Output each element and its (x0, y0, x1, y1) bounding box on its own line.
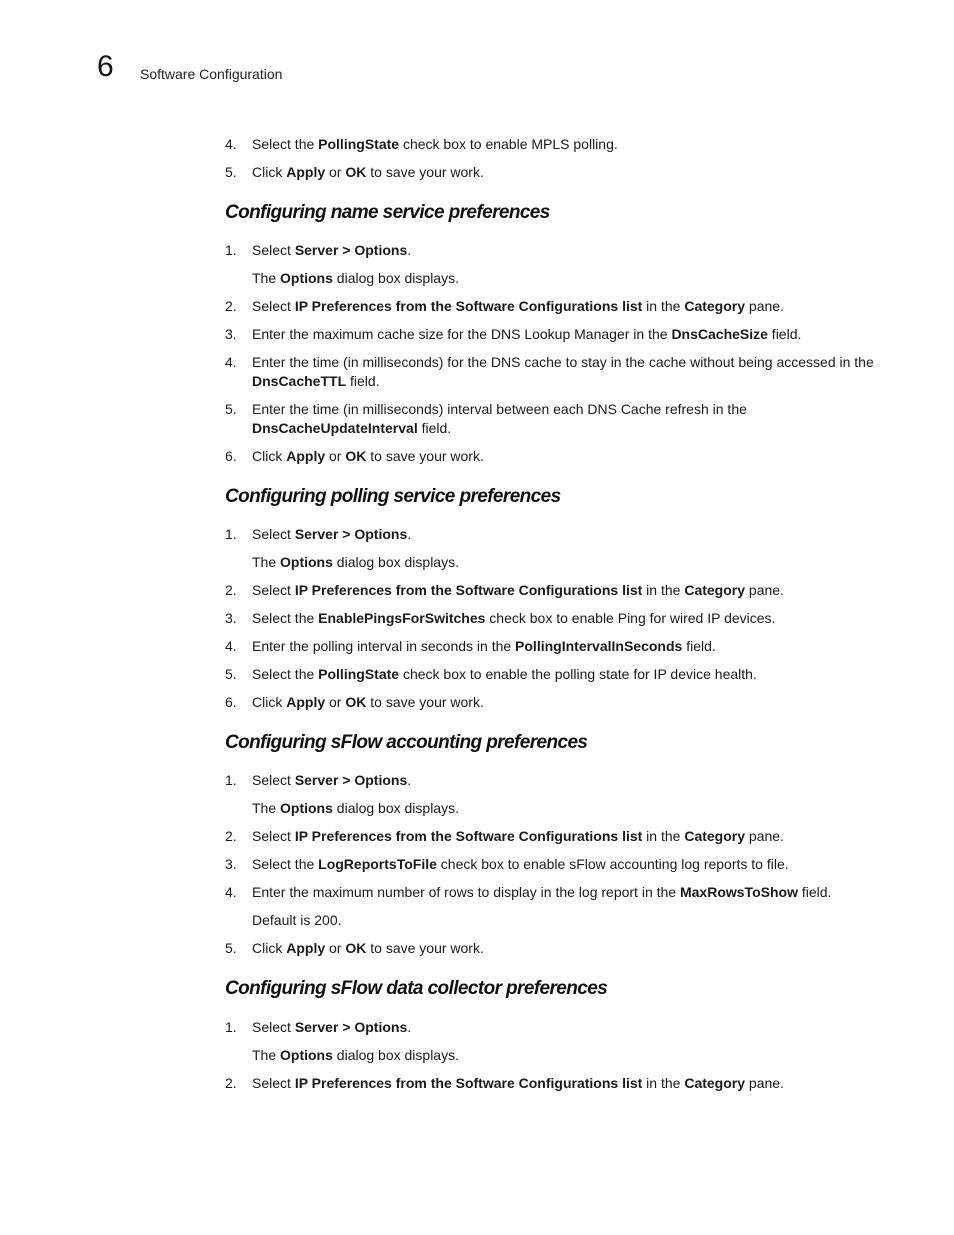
ui-term: IP Preferences from the Software Configurations list (294, 582, 643, 598)
ui-term: Category (684, 1075, 746, 1091)
text-run: Select (252, 828, 295, 844)
step-note (252, 269, 872, 288)
step-number: 5. (225, 940, 237, 956)
step-number: 4. (225, 884, 237, 900)
step-text (252, 135, 875, 154)
text-run: check box to enable MPLS polling. (399, 136, 618, 152)
step-note (252, 799, 872, 818)
text-run: The (252, 270, 281, 286)
text-run: field. (797, 884, 832, 900)
ui-term: Apply (286, 164, 326, 180)
list-item (225, 1018, 875, 1037)
list-item (225, 297, 875, 316)
step-text (252, 883, 875, 902)
text-run: Select the (252, 136, 319, 152)
ui-term: Category (684, 828, 746, 844)
step-number: 6. (225, 448, 237, 464)
text-run: Enter the maximum number of rows to display in the log report in the (252, 884, 680, 900)
list-item (225, 581, 875, 600)
text-run: Select (252, 1019, 295, 1035)
text-run: Select (252, 298, 295, 314)
step-text (252, 325, 875, 344)
text-run: to save your work. (366, 164, 484, 180)
text-run: Enter the time (in milliseconds) for the DNS cache to stay in the cache without being accessed in the (252, 354, 874, 370)
step-text (252, 855, 875, 874)
text-run: Click (252, 164, 287, 180)
step-number: 5. (225, 666, 237, 682)
text-run: Click (252, 694, 287, 710)
text-run: Enter the maximum cache size for the DNS Lookup Manager in the (252, 326, 672, 342)
step-number: 5. (225, 164, 237, 180)
list-item (225, 400, 875, 438)
ui-term: PollingIntervalInSeconds (515, 638, 683, 654)
list-item (225, 855, 875, 874)
step-number: 2. (225, 298, 237, 314)
list-item (225, 771, 875, 790)
text-run: Click (252, 940, 287, 956)
ui-term: DnsCacheUpdateInterval (252, 420, 418, 436)
ui-term: OK (345, 694, 367, 710)
ui-term: DnsCacheSize (671, 326, 768, 342)
ui-term: OK (345, 940, 367, 956)
section-heading: Configuring polling service preferences (225, 486, 561, 507)
step-number: 1. (225, 1019, 237, 1035)
text-run: Enter the time (in milliseconds) interval between each DNS Cache refresh in the (252, 401, 747, 417)
ui-term: Category (684, 298, 746, 314)
ui-term: Category (684, 582, 746, 598)
list-item (225, 163, 875, 182)
step-text (252, 827, 875, 846)
text-run: in the (642, 298, 685, 314)
step-number: 1. (225, 526, 237, 542)
ui-term: Apply (286, 694, 326, 710)
step-number: 2. (225, 828, 237, 844)
step-number: 2. (225, 1075, 237, 1091)
text-run: . (407, 772, 412, 788)
list-item (225, 665, 875, 684)
step-text (252, 1018, 875, 1037)
ui-term: OK (345, 448, 367, 464)
step-text (252, 665, 875, 684)
ui-term: Server > Options (294, 1019, 408, 1035)
ui-term: PollingState (318, 136, 400, 152)
text-run: pane. (745, 828, 784, 844)
text-run: check box to enable the polling state for IP device health. (399, 666, 757, 682)
ui-term: Apply (286, 940, 326, 956)
section-heading: Configuring sFlow data collector preferences (225, 978, 608, 999)
step-note (252, 553, 872, 572)
step-number: 1. (225, 772, 237, 788)
step-number: 3. (225, 856, 237, 872)
text-run: in the (642, 828, 685, 844)
text-run: in the (642, 1075, 685, 1091)
text-run: pane. (745, 1075, 784, 1091)
ui-term: Server > Options (294, 242, 408, 258)
text-run: Select (252, 582, 295, 598)
step-text (252, 447, 875, 466)
step-number: 5. (225, 401, 237, 417)
step-text (252, 693, 875, 712)
list-item (225, 609, 875, 628)
list-item (225, 883, 875, 902)
text-run: pane. (745, 298, 784, 314)
ui-term: DnsCacheTTL (252, 373, 347, 389)
step-number: 6. (225, 694, 237, 710)
list-item (225, 939, 875, 958)
step-text (252, 400, 875, 438)
text-run: or (325, 694, 346, 710)
step-number: 3. (225, 610, 237, 626)
step-note (252, 911, 872, 930)
text-run: field. (682, 638, 716, 654)
text-run: in the (642, 582, 685, 598)
list-item (225, 525, 875, 544)
text-run: The (252, 1047, 281, 1063)
text-run: field. (417, 420, 452, 436)
list-item (225, 353, 875, 391)
text-run: or (325, 940, 346, 956)
text-run: Select (252, 1075, 295, 1091)
text-run: field. (767, 326, 802, 342)
ui-term: IP Preferences from the Software Configurations list (294, 298, 643, 314)
running-header-title: Software Configuration (140, 66, 283, 82)
ui-term: PollingState (318, 666, 400, 682)
text-run: The (252, 554, 281, 570)
text-run: dialog box displays. (332, 1047, 459, 1063)
ui-term: Options (280, 1047, 333, 1063)
step-text (252, 637, 875, 656)
text-run: The (252, 800, 281, 816)
step-number: 4. (225, 136, 237, 152)
step-text (252, 353, 875, 391)
section-heading: Configuring name service preferences (225, 202, 550, 223)
text-run: pane. (745, 582, 784, 598)
step-text (252, 163, 875, 182)
text-run: Select (252, 242, 295, 258)
text-run: or (325, 164, 346, 180)
text-run: . (407, 1019, 412, 1035)
list-item (225, 693, 875, 712)
text-run: check box to enable Ping for wired IP devices. (485, 610, 776, 626)
section-heading: Configuring sFlow accounting preferences (225, 732, 588, 753)
text-run: dialog box displays. (332, 800, 459, 816)
list-item (225, 827, 875, 846)
step-number: 3. (225, 326, 237, 342)
text-run: Select the (252, 856, 319, 872)
text-run: Select (252, 526, 295, 542)
text-run: Enter the polling interval in seconds in the (252, 638, 516, 654)
step-text (252, 609, 875, 628)
step-text (252, 1074, 875, 1093)
step-number: 4. (225, 638, 237, 654)
text-run: . (407, 242, 412, 258)
text-run: Select the (252, 610, 319, 626)
ui-term: EnablePingsForSwitches (318, 610, 486, 626)
ui-term: OK (345, 164, 367, 180)
step-number: 2. (225, 582, 237, 598)
list-item (225, 1074, 875, 1093)
chapter-number: 6 (97, 50, 114, 83)
list-item (225, 241, 875, 260)
step-text (252, 297, 875, 316)
ui-term: IP Preferences from the Software Configurations list (294, 1075, 643, 1091)
text-run: . (407, 526, 412, 542)
text-run: dialog box displays. (332, 554, 459, 570)
step-text (252, 241, 875, 260)
text-run: check box to enable sFlow accounting log reports to file. (436, 856, 789, 872)
list-item (225, 447, 875, 466)
ui-term: MaxRowsToShow (679, 884, 798, 900)
text-run: to save your work. (366, 694, 484, 710)
step-text (252, 581, 875, 600)
list-item (225, 637, 875, 656)
ui-term: Options (280, 270, 333, 286)
step-text (252, 525, 875, 544)
ui-term: Options (280, 554, 333, 570)
step-number: 4. (225, 354, 237, 370)
text-run: to save your work. (366, 940, 484, 956)
step-number: 1. (225, 242, 237, 258)
text-run: Select (252, 772, 295, 788)
ui-term: Apply (286, 448, 326, 464)
ui-term: IP Preferences from the Software Configurations list (294, 828, 643, 844)
text-run: dialog box displays. (332, 270, 459, 286)
ui-term: LogReportsToFile (318, 856, 437, 872)
text-run: Default is 200. (252, 912, 342, 928)
text-run: or (325, 448, 346, 464)
ui-term: Server > Options (294, 526, 408, 542)
text-run: Select the (252, 666, 319, 682)
ui-term: Server > Options (294, 772, 408, 788)
list-item (225, 325, 875, 344)
ui-term: Options (280, 800, 333, 816)
step-text (252, 771, 875, 790)
list-item (225, 135, 875, 154)
text-run: Click (252, 448, 287, 464)
step-text (252, 939, 875, 958)
step-note (252, 1046, 872, 1065)
text-run: to save your work. (366, 448, 484, 464)
text-run: field. (346, 373, 380, 389)
